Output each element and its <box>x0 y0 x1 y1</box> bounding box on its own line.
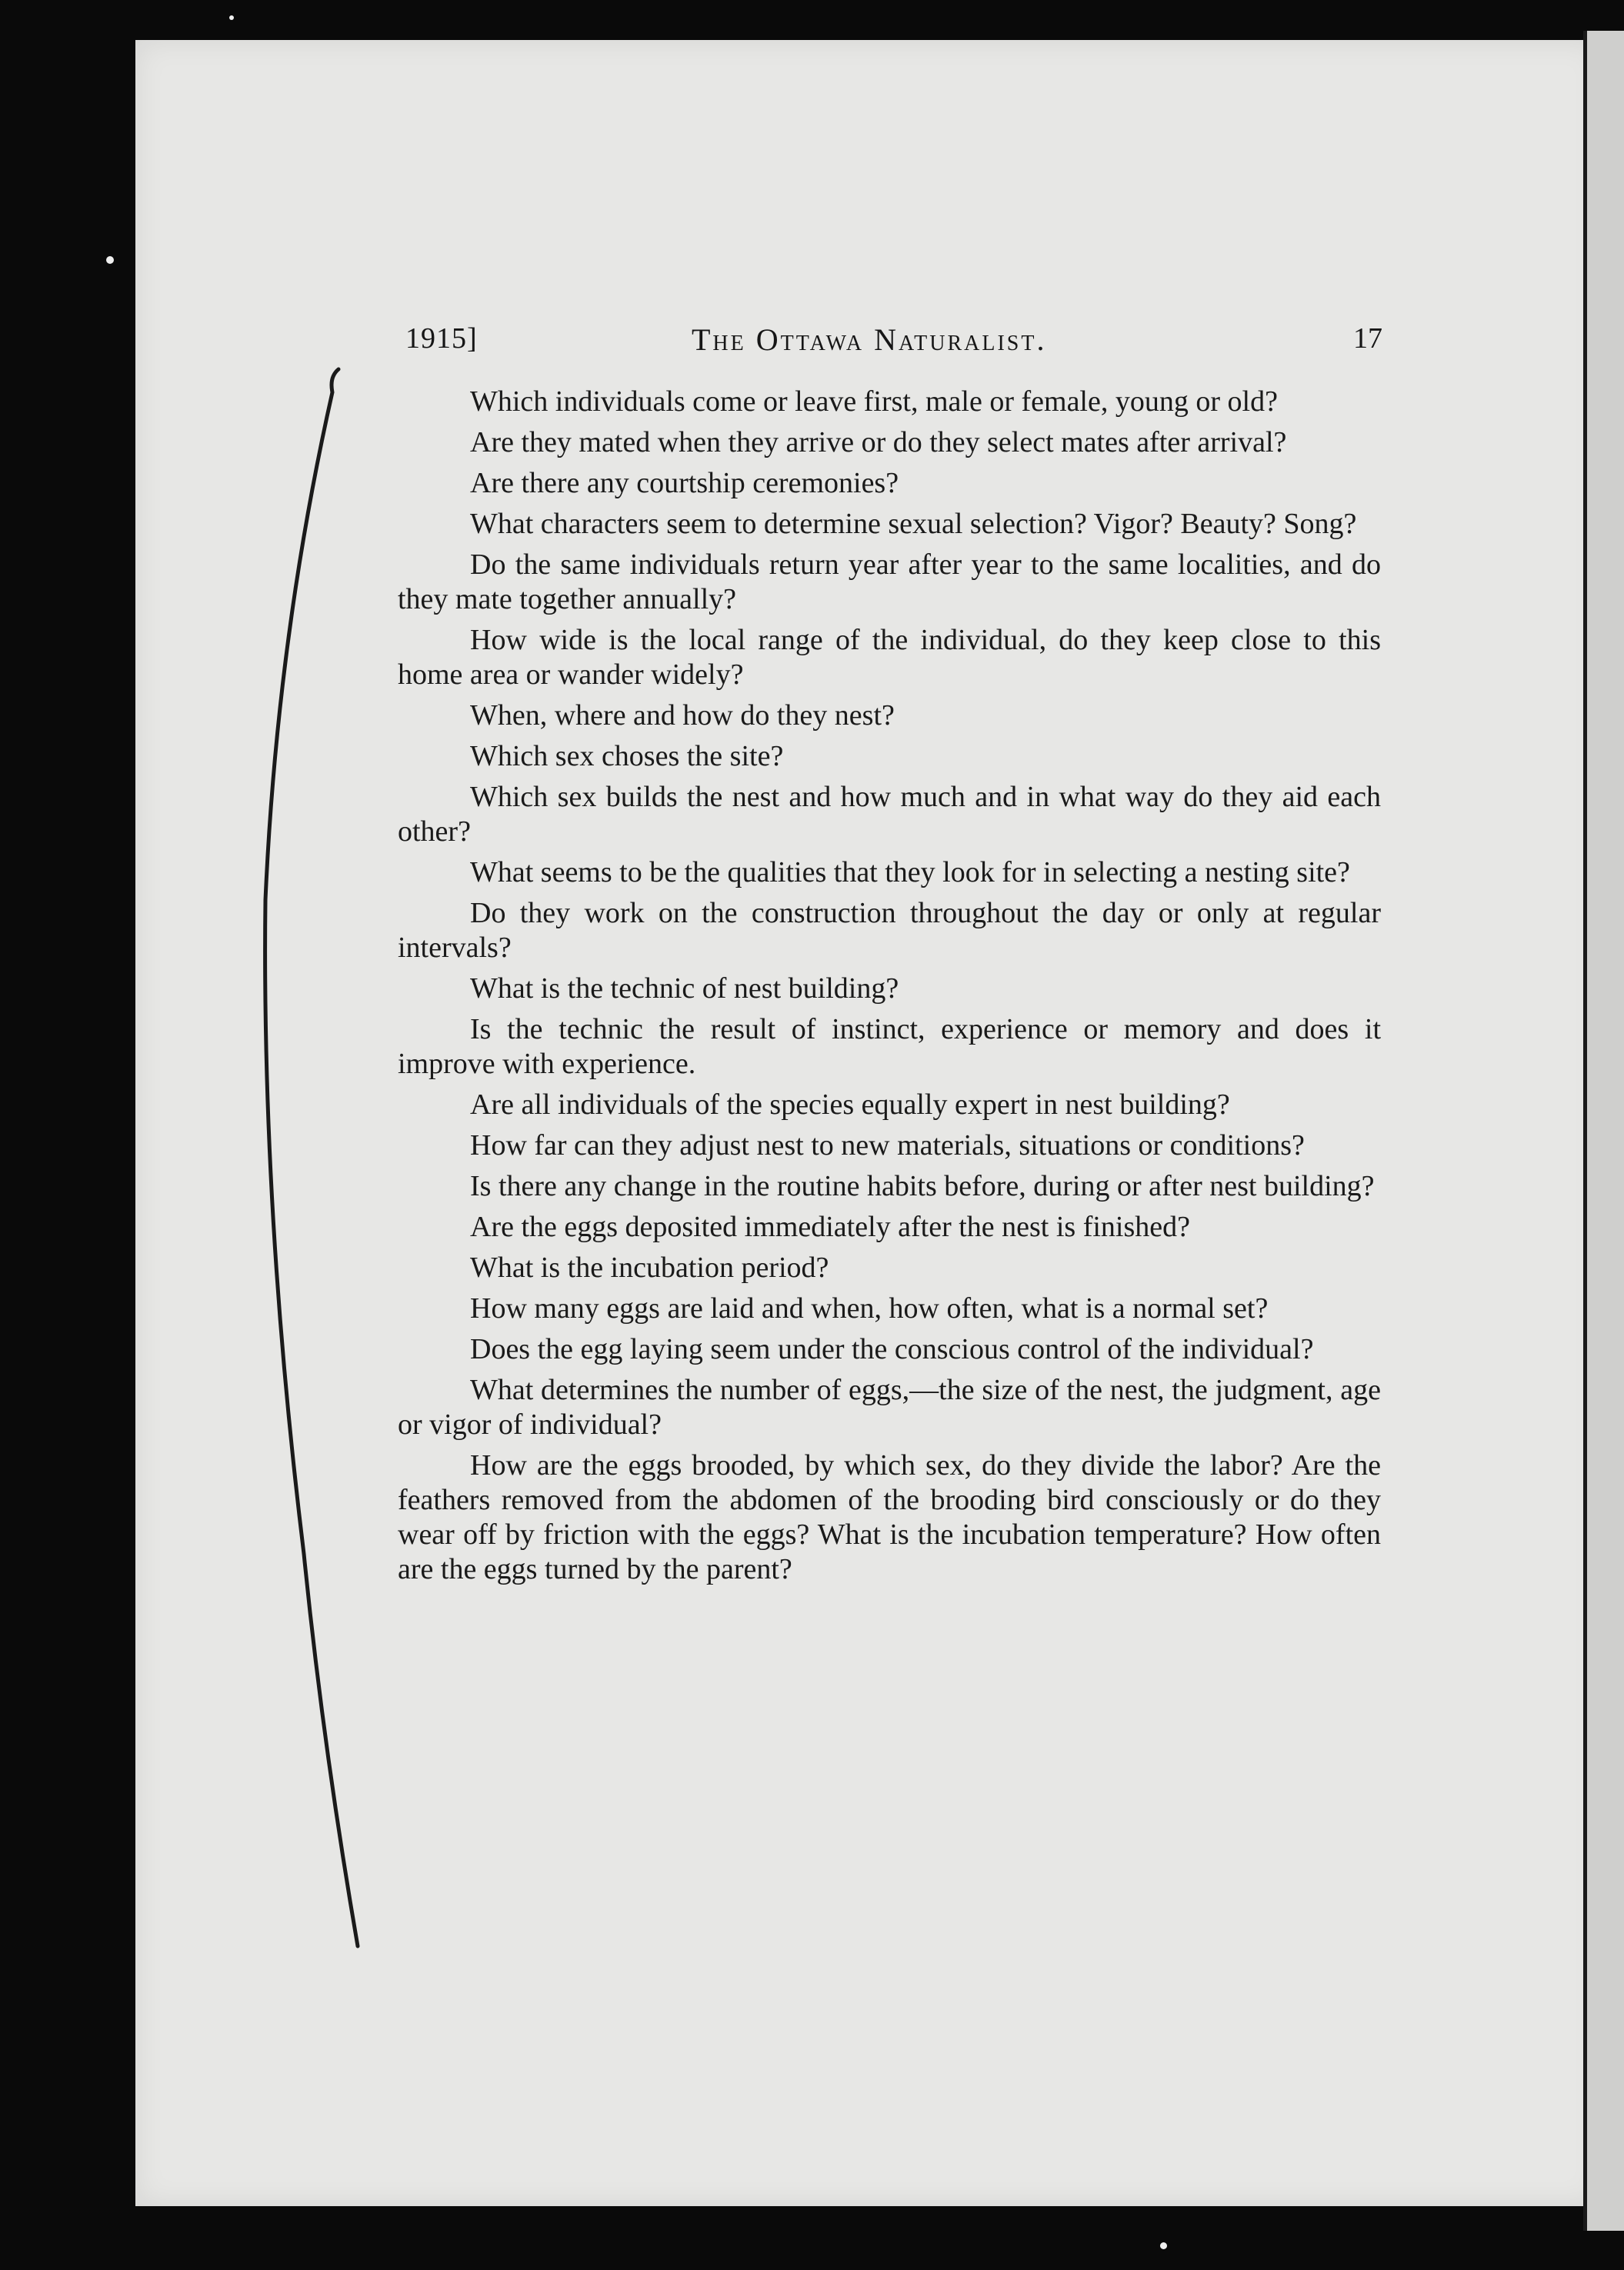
question-paragraph: Are the eggs deposited immediately after the nest is finished? <box>470 1211 1190 1243</box>
film-speck <box>106 256 114 264</box>
question-paragraph: What determines the number of eggs,—the size of the nest, the judgment, age or vigor of individual? <box>398 1374 1381 1441</box>
question-paragraph: When, where and how do they nest? <box>470 699 895 732</box>
question-paragraph: Are there any courtship ceremonies? <box>470 467 899 499</box>
adjacent-page-edge <box>1587 31 1624 2231</box>
header-year: 1915] <box>405 322 478 355</box>
question-paragraph: What is the incubation period? <box>470 1252 829 1284</box>
question-list <box>398 385 1381 1593</box>
question-paragraph: What characters seem to determine sexual selection? Vigor? Beauty? Song? <box>470 508 1357 540</box>
question-paragraph: Do they work on the construction throughout the day or only at regular intervals? <box>398 897 1381 964</box>
question-paragraph: Are they mated when they arrive or do they select mates after arrival? <box>470 426 1287 458</box>
page-number: 17 <box>1353 322 1382 355</box>
question-paragraph: How are the eggs brooded, by which sex, do they divide the labor? Are the feathers removed from the abdomen of the brooding bird consciously or do they wear off by friction with the eggs? What is the incubation temperature? How often are the eggs turned by the parent? <box>398 1449 1381 1585</box>
film-speck <box>1160 2242 1167 2249</box>
question-paragraph: Is there any change in the routine habits before, during or after nest building? <box>470 1170 1375 1202</box>
question-paragraph: Which sex choses the site? <box>470 740 784 772</box>
film-speck <box>229 15 234 20</box>
question-paragraph: What is the technic of nest building? <box>470 972 899 1005</box>
question-paragraph: Which individuals come or leave first, male or female, young or old? <box>470 385 1278 418</box>
question-paragraph: Is the technic the result of instinct, experience or memory and does it improve with experience. <box>398 1013 1381 1080</box>
question-paragraph: Which sex builds the nest and how much and in what way do they aid each other? <box>398 781 1381 848</box>
question-paragraph: What seems to be the qualities that they look for in selecting a nesting site? <box>470 856 1350 888</box>
question-paragraph: How wide is the local range of the individual, do they keep close to this home area or wander widely? <box>398 624 1381 691</box>
question-paragraph: Are all individuals of the species equally expert in nest building? <box>470 1088 1230 1121</box>
question-paragraph: Do the same individuals return year after year to the same localities, and do they mate together annually? <box>398 548 1381 615</box>
question-paragraph: How far can they adjust nest to new materials, situations or conditions? <box>470 1129 1305 1162</box>
question-paragraph: Does the egg laying seem under the conscious control of the individual? <box>470 1333 1314 1365</box>
margin-bracket-mark <box>231 362 385 1992</box>
question-paragraph: How many eggs are laid and when, how often, what is a normal set? <box>470 1292 1269 1325</box>
journal-title: The Ottawa Naturalist. <box>692 322 1047 357</box>
running-header <box>405 322 1382 368</box>
